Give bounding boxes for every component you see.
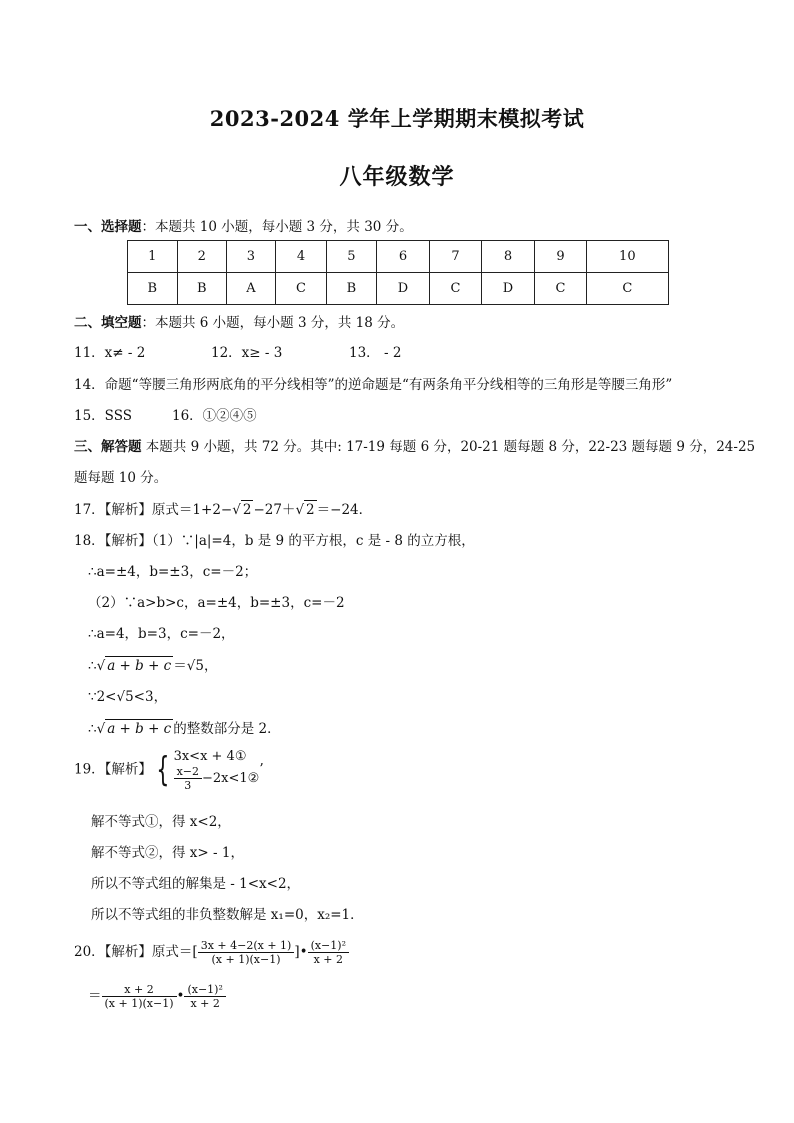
solution-20-line-2	[88, 980, 226, 1012]
answer-cell: B	[128, 273, 178, 305]
section1-heading-label: 一、选择题	[74, 219, 142, 235]
answer-table-answer-row	[128, 273, 669, 305]
inequality-2-rest: −2x<1②	[202, 771, 260, 786]
answer-12: 12．x≥ - 3	[211, 345, 283, 361]
answer-table	[127, 240, 669, 305]
answer-cell: A	[227, 273, 276, 305]
solution-18-line-4: ∴a=4，b=3，c=－2，	[88, 626, 235, 642]
solution-18-line-5-result: ＝√5，	[173, 658, 218, 674]
multiply-dot: •	[176, 988, 185, 1004]
fraction-numerator: x + 2	[102, 983, 177, 997]
fraction	[174, 765, 202, 792]
inequality-system	[174, 748, 260, 792]
fraction-denominator: (x + 1)(x−1)	[104, 997, 174, 1010]
fraction-numerator: (x−1)²	[308, 939, 349, 953]
solution-18-line-5	[88, 656, 217, 675]
answer-cell: B	[177, 273, 227, 305]
question-number-cell: 4	[275, 241, 326, 273]
solution-18-line-1: 18．【解析】（1）∵|a|=4，b 是 9 的平方根，c 是 - 8 的立方根，	[74, 533, 475, 549]
question-number-cell: 1	[128, 241, 178, 273]
fraction-numerator: x−2	[174, 765, 202, 779]
solution-19-line-3: 所以不等式组的解集是 - 1<x<2，	[91, 876, 301, 892]
radicand: a + b + c	[107, 721, 172, 737]
inequality-2	[174, 765, 260, 792]
solution-18-line-3: （2）∵a>b>c，a=±4，b=±3，c=－2	[88, 595, 345, 611]
answer-table-number-row	[128, 241, 669, 273]
section1-heading	[74, 218, 413, 236]
therefore-symbol: ∴	[88, 658, 97, 674]
question-number-cell: 2	[177, 241, 227, 273]
solution-20-bracket-dot: ]•	[294, 944, 308, 960]
question-number-cell: 5	[327, 241, 377, 273]
section3-heading-label: 三、解答题	[74, 439, 142, 455]
fraction-denominator: x + 2	[313, 953, 343, 966]
question-number-cell: 8	[481, 241, 535, 273]
fraction-numerator: (x−1)²	[184, 983, 225, 997]
sqrt-two: √ 2	[295, 502, 315, 518]
question-number-cell: 9	[535, 241, 586, 273]
section3-heading-continued: 题每题 10 分。	[74, 470, 168, 486]
question-number-cell: 10	[586, 241, 668, 273]
section2-heading	[74, 314, 404, 332]
section3-heading-rest: 本题共 9 小题，共 72 分。其中: 17-19 每题 6 分，20-21 题每题 8 分，22-23 题每题 9 分，24-25	[141, 439, 756, 455]
solution-18-line-7-result: 的整数部分是 2．	[173, 721, 281, 737]
solution-17	[74, 500, 372, 519]
solution-18-line-6: ∵2<√5<3，	[88, 689, 168, 705]
left-brace-icon: {	[156, 750, 170, 790]
solution-17-prefix: 17．【解析】原式＝1+2−	[74, 502, 233, 518]
solution-20-prefix: 20．【解析】原式＝[	[74, 944, 198, 960]
solution-19-line-4: 所以不等式组的非负整数解是 x₁=0，x₂=1．	[91, 907, 364, 923]
answer-cell: C	[430, 273, 481, 305]
answer-14: 14．命题“等腰三角形两底角的平分线相等”的逆命题是“有两条角平分线相等的三角形是等腰三角形”	[74, 377, 673, 393]
question-number-cell: 6	[376, 241, 430, 273]
sqrt-sum: √ a + b + c	[96, 658, 172, 674]
section3-heading	[74, 438, 755, 456]
solution-19-line-2: 解不等式②，得 x> - 1，	[91, 845, 244, 861]
answer-cell: B	[327, 273, 377, 305]
fraction	[102, 983, 177, 1010]
solution-19-system	[74, 748, 264, 790]
solution-17-mid: −27＋	[253, 502, 296, 518]
sqrt-two: √ 2	[232, 502, 252, 518]
therefore-symbol: ∴	[88, 721, 97, 737]
answer-cell: C	[535, 273, 586, 305]
radicand: a + b + c	[107, 658, 172, 674]
answer-cell: C	[586, 273, 668, 305]
equals-sign: ＝	[88, 988, 102, 1004]
answer-cell: D	[376, 273, 430, 305]
exam-subtitle: 八年级数学	[339, 164, 455, 190]
fraction	[308, 939, 349, 966]
answer-16: 16．①②④⑤	[172, 408, 257, 424]
solution-19-line-1: 解不等式①，得 x<2，	[91, 814, 231, 830]
solution-18-line-7	[88, 719, 281, 738]
fraction-denominator: x + 2	[190, 997, 220, 1010]
sqrt-sum: √ a + b + c	[96, 721, 172, 737]
fraction-denominator: (x + 1)(x−1)	[211, 953, 281, 966]
section2-heading-rest: ：本题共 6 小题，每小题 3 分，共 18 分。	[141, 315, 405, 331]
solution-17-suffix: ＝−24．	[316, 502, 373, 518]
solution-20-line-1	[74, 936, 349, 968]
exam-title: 2023-2024 学年上学期期末模拟考试	[209, 106, 585, 131]
section2-heading-label: 二、填空题	[74, 315, 142, 331]
answer-15: 15．SSS	[74, 408, 132, 424]
question-number-cell: 7	[430, 241, 481, 273]
answer-cell: C	[275, 273, 326, 305]
solution-18-line-2: ∴a=±4，b=±3，c=－2；	[88, 564, 258, 580]
question-number-cell: 3	[227, 241, 276, 273]
section1-heading-rest: ：本题共 10 小题，每小题 3 分，共 30 分。	[141, 219, 413, 235]
fraction-denominator: 3	[184, 779, 192, 792]
solution-19-suffix: ’	[259, 761, 264, 778]
solution-19-prefix: 19．【解析】	[74, 761, 152, 778]
answer-11: 11．x≠ - 2	[74, 345, 146, 361]
fraction	[184, 983, 225, 1010]
fraction	[198, 939, 295, 966]
inequality-1: 3x<x + 4①	[173, 749, 247, 764]
answer-13: 13． - 2	[349, 345, 402, 361]
answer-cell: D	[481, 273, 535, 305]
fraction-numerator: 3x + 4−2(x + 1)	[198, 939, 295, 953]
